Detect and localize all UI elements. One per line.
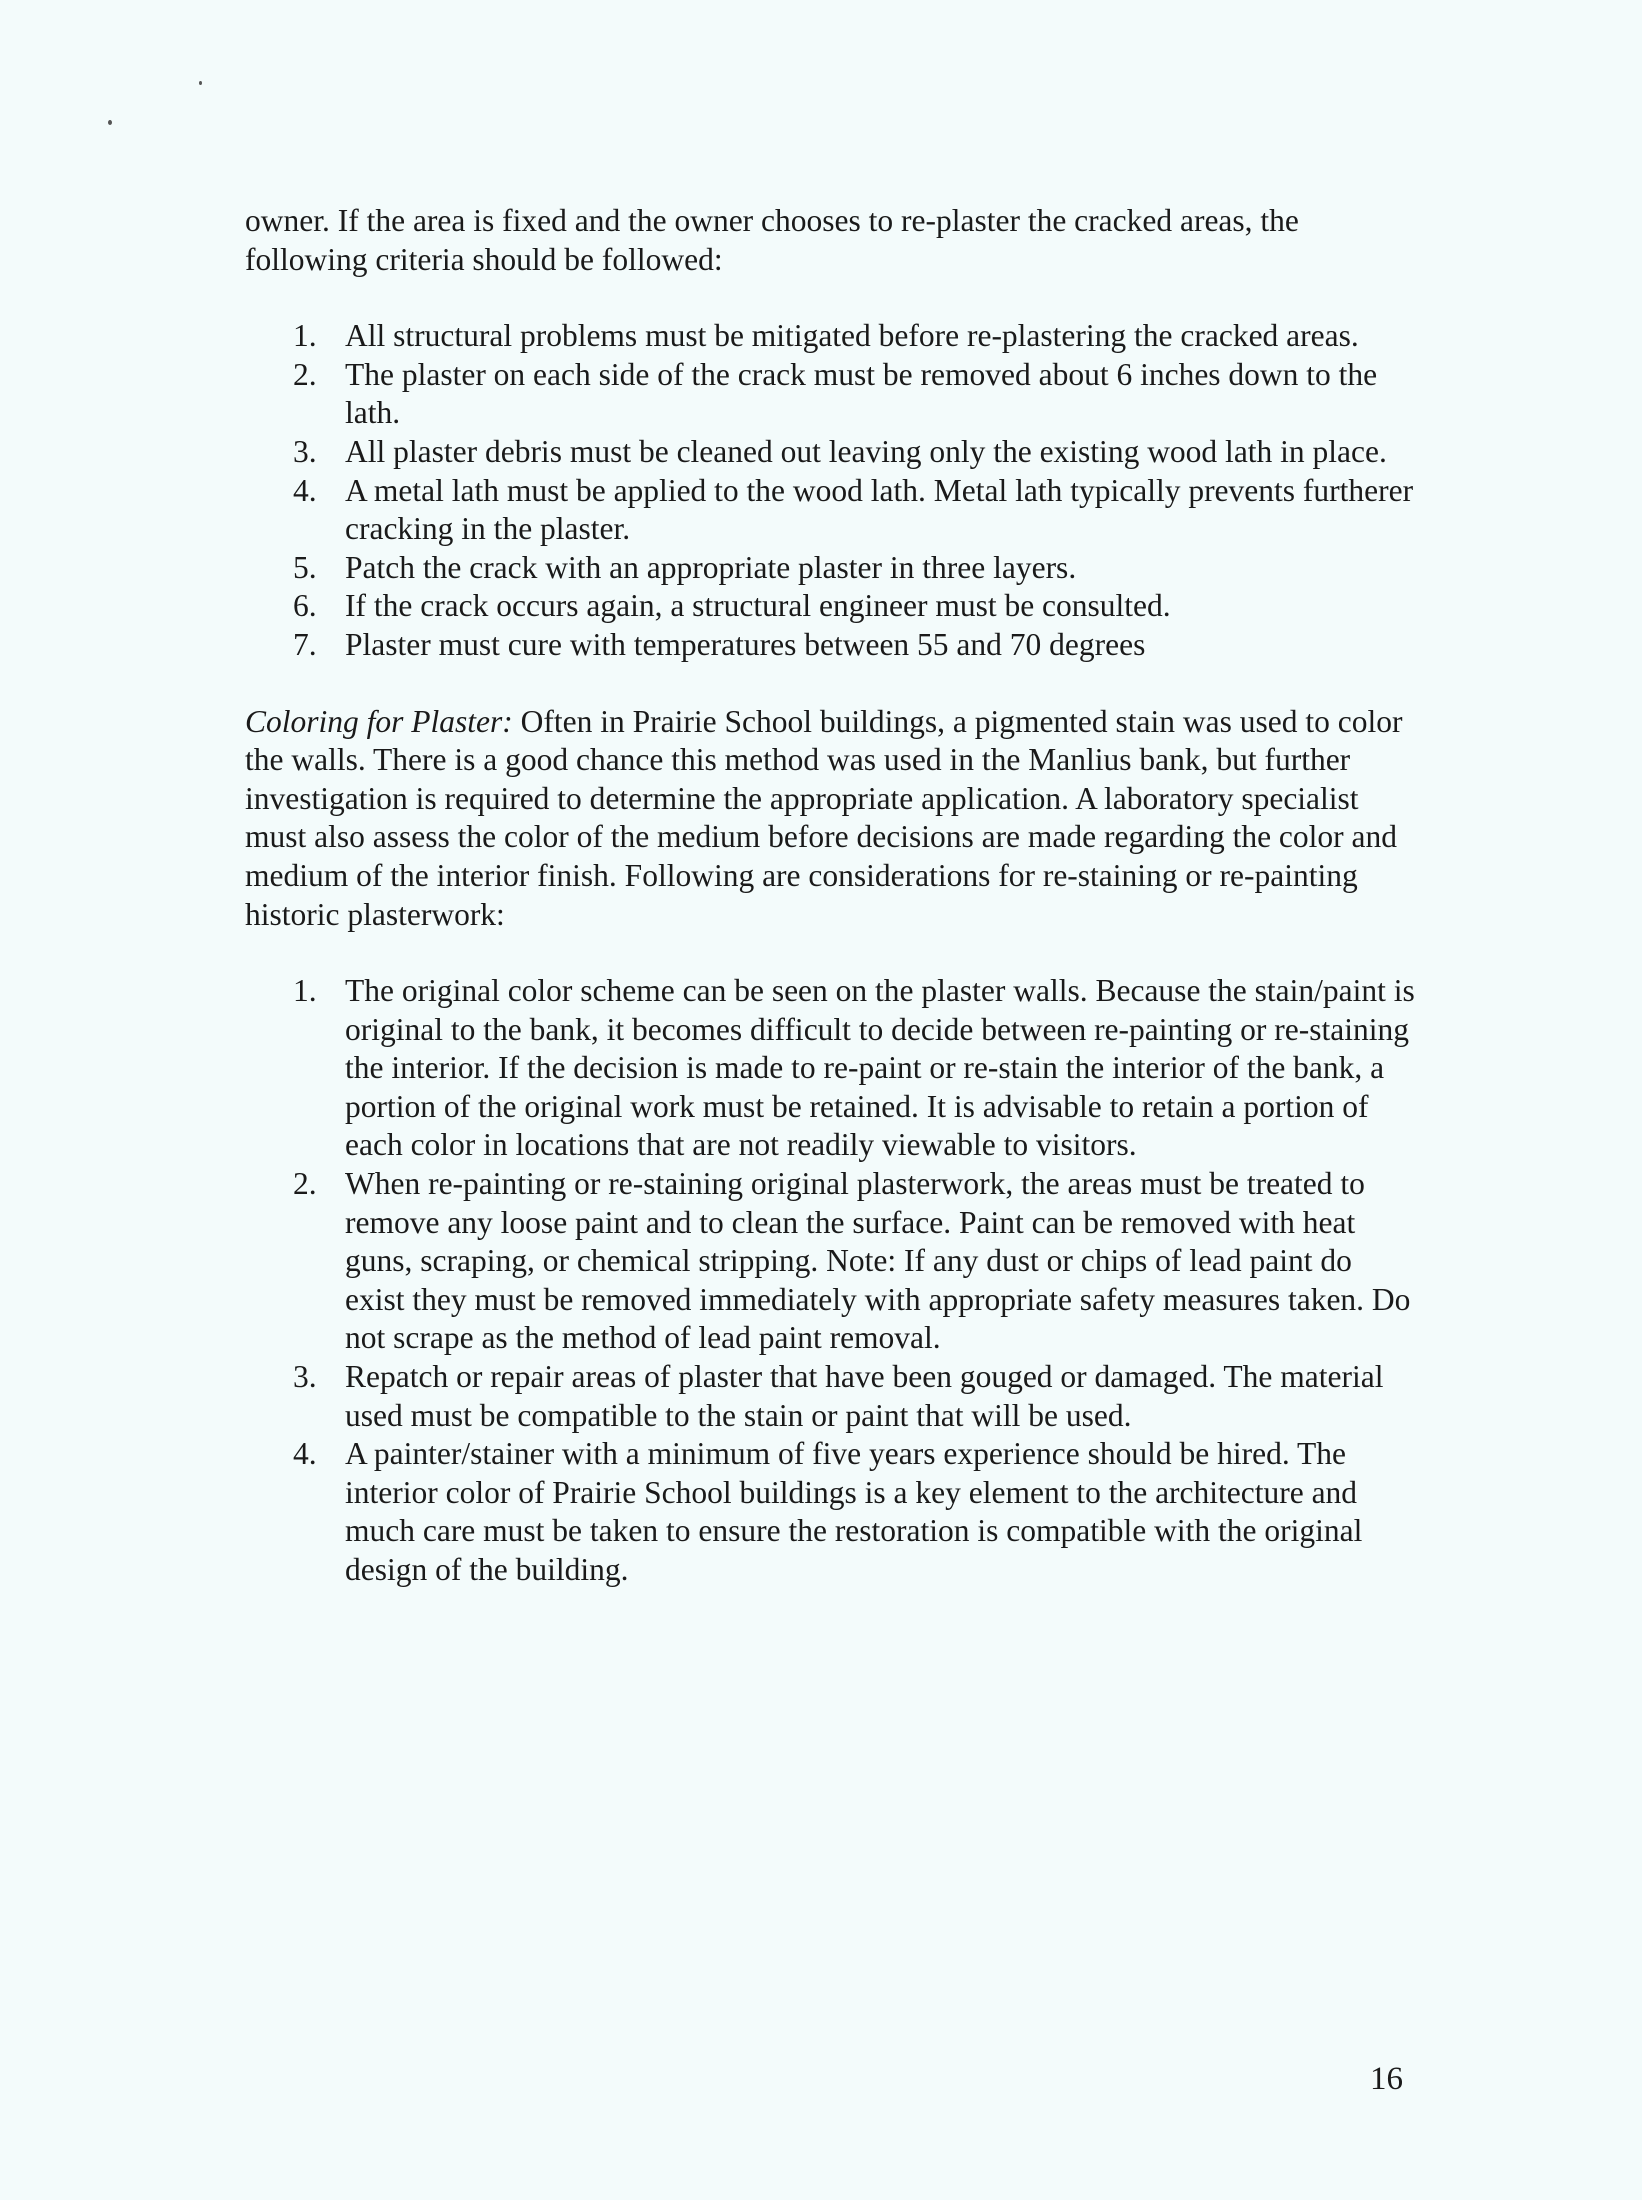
- list-item: [245, 626, 1415, 665]
- list-number: 2.: [293, 1166, 317, 1202]
- list-number: 7.: [293, 626, 317, 662]
- list-item: [245, 1435, 1415, 1589]
- coloring-considerations-list: [245, 972, 1415, 1590]
- crack-repair-criteria-list: [245, 317, 1415, 664]
- list-item: [245, 549, 1415, 588]
- list-number: 2.: [293, 356, 317, 392]
- coloring-body: Often in Prairie School buildings, a pigmented stain was used to color the walls. There is a good chance this method was used in the Manlius bank, but further investigation is required to determine the appropriate application. A laboratory specialist must also assess the color of the medium before decisions are made regarding the color and medium of the interior finish. Following are considerations for re-staining or re-painting historic plasterwork:: [245, 703, 1403, 932]
- scan-speck: [199, 81, 202, 85]
- list-number: 4.: [293, 1436, 317, 1472]
- list-item-text: Repatch or repair areas of plaster that have been gouged or damaged. The material used must be compatible to the stain or paint that will be used.: [345, 1359, 1384, 1433]
- list-item-text: The original color scheme can be seen on the plaster walls. Because the stain/paint is original to the bank, it becomes difficult to decide between re-painting or re-staining the interior. If the decision is made to re-paint or re-stain the interior of the bank, a portion of the original work must be retained. It is advisable to retain a portion of each color in locations that are not readily viewable to visitors.: [345, 973, 1415, 1163]
- list-item-text: All plaster debris must be cleaned out leaving only the existing wood lath in place.: [345, 433, 1387, 469]
- list-item: [245, 433, 1415, 472]
- page-number: 16: [1370, 2061, 1403, 2097]
- list-item: [245, 587, 1415, 626]
- list-item: [245, 1165, 1415, 1358]
- list-number: 6.: [293, 588, 317, 624]
- list-item-text: The plaster on each side of the crack must be removed about 6 inches down to the lath.: [345, 356, 1378, 431]
- list-item: [245, 317, 1415, 356]
- list-item-text: Plaster must cure with temperatures between 55 and 70 degrees: [345, 626, 1146, 662]
- list-number: 1.: [293, 318, 317, 354]
- list-item: [245, 1358, 1415, 1435]
- list-item-text: A painter/stainer with a minimum of five years experience should be hired. The interior color of Prairie School buildings is a key element to the architecture and much care must be taken to ensure the restoration is compatible with the original design of the building.: [345, 1436, 1363, 1587]
- list-number: 3.: [293, 1359, 317, 1395]
- list-number: 5.: [293, 549, 317, 585]
- intro-paragraph: owner. If the area is fixed and the owner chooses to re-plaster the cracked areas, the following criteria should be followed:: [245, 203, 1299, 277]
- list-item-text: A metal lath must be applied to the wood lath. Metal lath typically prevents furtherer cracking in the plaster.: [345, 472, 1414, 547]
- page-content: [245, 202, 1415, 1590]
- list-item-text: If the crack occurs again, a structural engineer must be consulted.: [345, 588, 1171, 624]
- list-item: [245, 472, 1415, 549]
- list-number: 1.: [293, 973, 317, 1009]
- scan-speck: [108, 120, 112, 125]
- list-item-text: When re-painting or re-staining original plasterwork, the areas must be treated to remove any loose paint and to clean the surface. Paint can be removed with heat guns, scraping, or chemical stripping. Note: If any dust or chips of lead paint do exist they must be removed immediately with appropriate safety measures taken. Do not scrape as the method of lead paint removal.: [345, 1166, 1411, 1356]
- list-item: [245, 356, 1415, 433]
- list-number: 4.: [293, 472, 317, 508]
- list-number: 3.: [293, 433, 317, 469]
- coloring-paragraph: [245, 703, 1415, 935]
- coloring-heading: Coloring for Plaster:: [245, 703, 513, 739]
- list-item: [245, 972, 1415, 1165]
- list-item-text: Patch the crack with an appropriate plaster in three layers.: [345, 549, 1077, 585]
- list-item-text: All structural problems must be mitigated before re-plastering the cracked areas.: [345, 318, 1359, 354]
